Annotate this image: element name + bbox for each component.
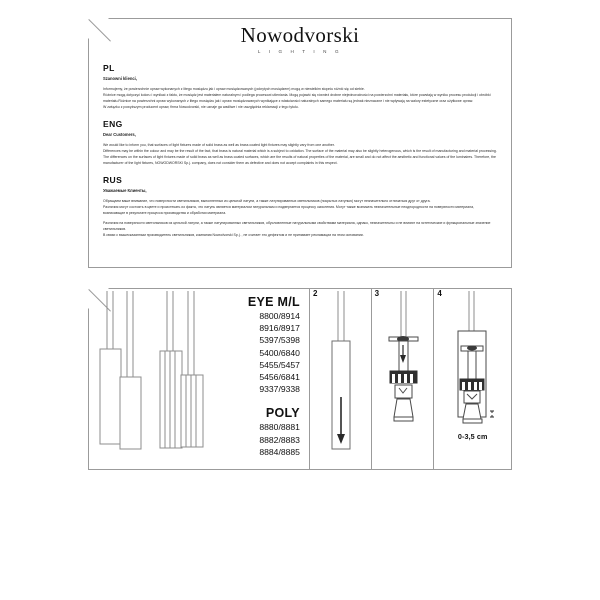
language-code-pl: PL xyxy=(103,63,115,73)
brand-name: Nowodvorski xyxy=(240,23,360,47)
step-number: 3 xyxy=(374,289,380,298)
salutation-eng: Dear Customers, xyxy=(103,132,136,138)
language-code-eng: ENG xyxy=(103,119,123,130)
language-code-rus: RUS xyxy=(103,175,123,186)
paragraph: W związku z powyższym producent opraw, firma Nowodvorski, nie uznaje ga wadliwe i nie uwzględnia reklamacji z tego tytułu. xyxy=(103,105,299,110)
dimension-marker xyxy=(490,411,494,417)
paragraph: The differences on the surfaces of light fixtures made of solid brass as well as brass coated surfaces, which are the results of natural properties of the material, are small and do not affect the aesthetic and functional values of the luminaires. Therefore, the manufacturer of the light fixtures, NOWODWORSKI Sp.j. company, does not consider them as defective and does not accept complaints in this respect. xyxy=(103,155,496,166)
model-code: 5455/5457 xyxy=(259,359,300,370)
model-code: 5397/5398 xyxy=(259,335,300,346)
brand-logo xyxy=(89,19,511,54)
paragraph: Informujemy, że powierzchnie opraw wykonanych z litego mosiądzu jak i opraw mosiądzowanych (pokrytych mosiądzem) mogą w niewielkim stopniu różnić się od siebie. xyxy=(103,87,365,91)
body-text-eng xyxy=(103,142,497,166)
model-code-list xyxy=(180,295,300,458)
step-4 xyxy=(434,289,511,469)
model-code: 8800/8914 xyxy=(259,311,300,321)
model-group-title-eye: EYE M/L xyxy=(247,295,300,309)
salutation-rus: Уважаемые Клиенты, xyxy=(103,188,147,194)
salutation-pl: Szanowni klienci, xyxy=(103,76,137,81)
step-3 xyxy=(372,289,435,469)
body-text-pl xyxy=(103,86,497,110)
step-2 xyxy=(310,289,372,469)
paragraph: Różnice mogą dotyczyć koloru i wynikać z faktu, że mosiądz jest materiałem naturalnym i podlega procesowi utleniania. Mogą pojawić się również drobne niejednorodności na powierzchni materiału, które powstają w wyniku procesu produkcji i obróbki materiału.Różnice na powierzchni opraw wykonanych z litego mosiądzu jak i opraw mosiądzowanych wynikające z właściwości naturalnych samego materiału są jednak nieznaczne i nie wpływają na walory estetyczne oraz użytkowe opraw. xyxy=(103,93,491,104)
brand-tagline: L I G H T I N G xyxy=(257,49,343,54)
model-code: 8880/8881 xyxy=(259,422,300,433)
paragraph: Differences may be within the colour and may be the result of the fact, that brass is natural material which is a subject to oxidation. The surface of the material may also be slightly heterogenous, which is the result of manufacturing and material processing. xyxy=(103,149,497,154)
paragraph: We would like to inform you, that surfaces of light fixtures made of solid brass as well as brass coated light fixtures may slightly vary from one another. xyxy=(103,143,335,148)
information-panel xyxy=(88,18,512,268)
step-2-illustration xyxy=(310,289,372,470)
model-code: 5456/6841 xyxy=(259,372,300,383)
step-1 xyxy=(89,289,310,469)
language-section-eng xyxy=(89,119,511,166)
paragraph: В связи с вышесказанным производитель светильников, компания Nowodvorski Sp.j. , не считает это дефектом и не принимает рекламации на этом основании. xyxy=(103,233,364,238)
model-code: 8882/8883 xyxy=(259,434,300,445)
model-code: 8884/8885 xyxy=(259,446,300,457)
model-code: 8916/8917 xyxy=(259,323,300,334)
paragraph: Различия на поверхности светильников из цельной латуни, а также латунированных светильников, обусловленные натуральными свойствами материала, однако, незначительны и не влияют на эстетические и функциональные значение светильников. xyxy=(103,221,491,232)
model-group-title-poly: POLY xyxy=(265,406,300,421)
language-section-rus xyxy=(89,175,511,238)
language-section-pl xyxy=(89,63,511,110)
model-code: 9337/9338 xyxy=(259,384,300,395)
step-number: 4 xyxy=(437,289,442,298)
step-4-illustration xyxy=(434,289,511,470)
model-code: 5400/6840 xyxy=(259,347,300,358)
assembly-instruction-panel xyxy=(88,288,512,470)
step-number: 2 xyxy=(312,289,318,298)
body-text-rus xyxy=(103,198,497,238)
step-3-illustration xyxy=(372,289,435,470)
paragraph: Различия могут состоять в цвете и проистекать из факта, что латунь является материалом натуральным и подвергается процессу окисления. Могут также возникать незначительные неоднородности на поверхности материала, возникающие в результате процесса производства и обработки материала. xyxy=(103,205,474,216)
dimension-label: 0-3,5 cm xyxy=(457,432,488,441)
paragraph: Обращаем ваше внимание, что поверхности светильников, выполненных из цельной латуни, а также латунированных светильников (покрытых латунью) могут незначительно отличаться друг от друга. xyxy=(103,199,431,204)
